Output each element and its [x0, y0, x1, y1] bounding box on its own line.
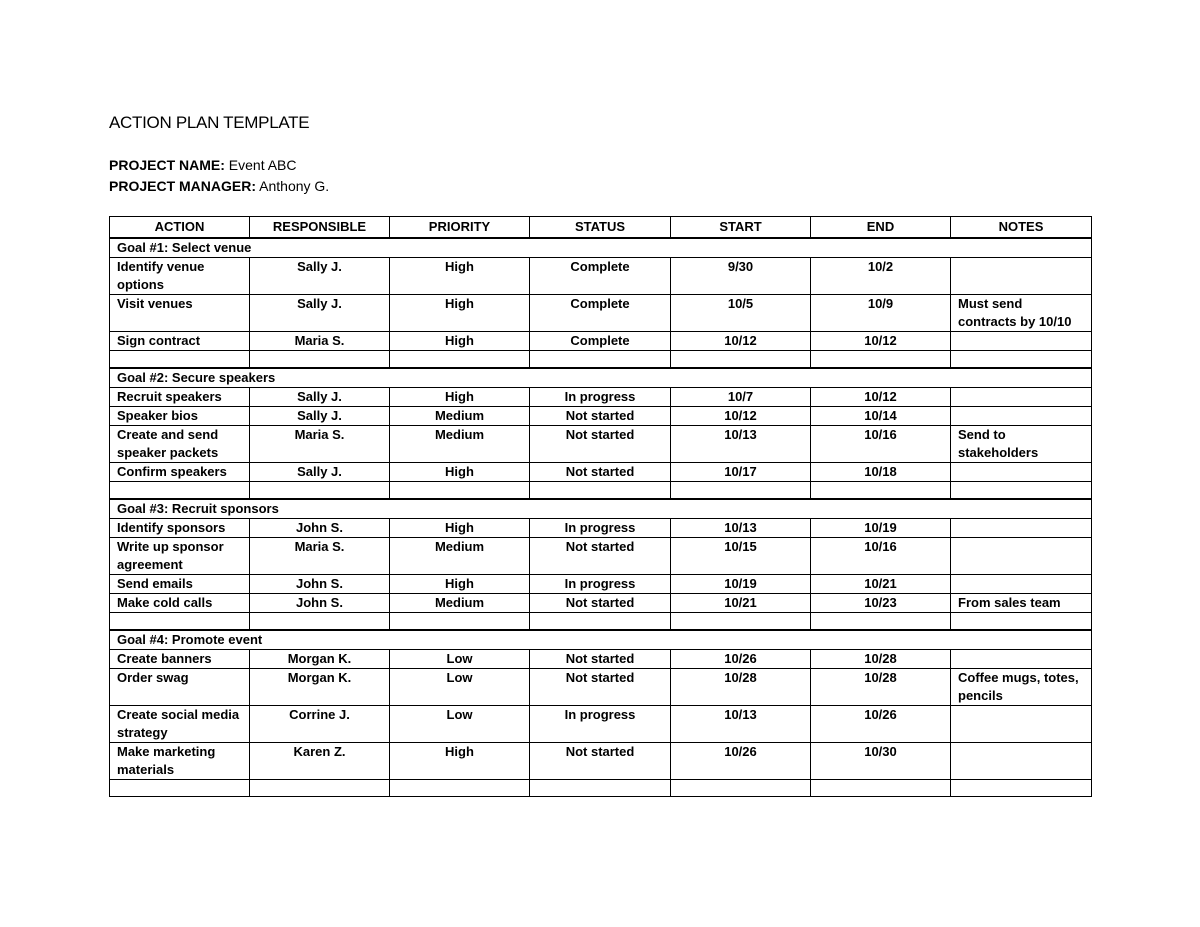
blank-cell	[951, 780, 1092, 797]
cell-notes	[951, 388, 1092, 407]
blank-cell	[390, 780, 530, 797]
cell-end: 10/28	[811, 669, 951, 706]
cell-start: 10/28	[671, 669, 811, 706]
cell-responsible: Sally J.	[250, 295, 390, 332]
cell-start: 9/30	[671, 258, 811, 295]
table-row	[110, 426, 1092, 463]
cell-end: 10/21	[811, 575, 951, 594]
blank-cell	[530, 351, 671, 369]
cell-action: Create and send speaker packets	[110, 426, 250, 463]
cell-priority: Low	[390, 669, 530, 706]
project-name-line	[109, 157, 297, 173]
blank-cell	[390, 351, 530, 369]
cell-end: 10/12	[811, 332, 951, 351]
cell-responsible: Corrine J.	[250, 706, 390, 743]
blank-cell	[671, 482, 811, 500]
table-row	[110, 743, 1092, 780]
goal-label: Goal #1: Select venue	[110, 238, 1092, 258]
cell-notes	[951, 743, 1092, 780]
goal-row	[110, 238, 1092, 258]
goal-label: Goal #2: Secure speakers	[110, 368, 1092, 388]
cell-notes	[951, 258, 1092, 295]
cell-notes: Coffee mugs, totes, pencils	[951, 669, 1092, 706]
cell-priority: Medium	[390, 538, 530, 575]
cell-start: 10/12	[671, 332, 811, 351]
blank-row	[110, 780, 1092, 797]
blank-cell	[811, 780, 951, 797]
project-name-label: PROJECT NAME:	[109, 157, 225, 173]
header-notes: NOTES	[951, 217, 1092, 239]
goal-row	[110, 368, 1092, 388]
blank-cell	[951, 482, 1092, 500]
cell-action: Confirm speakers	[110, 463, 250, 482]
cell-responsible: John S.	[250, 575, 390, 594]
cell-status: Not started	[530, 463, 671, 482]
cell-end: 10/23	[811, 594, 951, 613]
header-start: START	[671, 217, 811, 239]
blank-cell	[390, 482, 530, 500]
cell-priority: Medium	[390, 426, 530, 463]
blank-cell	[671, 780, 811, 797]
cell-start: 10/19	[671, 575, 811, 594]
cell-status: Not started	[530, 426, 671, 463]
cell-priority: High	[390, 463, 530, 482]
cell-status: Not started	[530, 538, 671, 575]
table-row	[110, 669, 1092, 706]
table-row	[110, 575, 1092, 594]
goal-label: Goal #3: Recruit sponsors	[110, 499, 1092, 519]
cell-responsible: John S.	[250, 594, 390, 613]
blank-row	[110, 482, 1092, 500]
cell-priority: Medium	[390, 407, 530, 426]
cell-priority: Low	[390, 706, 530, 743]
project-manager-line	[109, 178, 329, 194]
cell-notes: Send to stakeholders	[951, 426, 1092, 463]
cell-start: 10/13	[671, 426, 811, 463]
cell-end: 10/26	[811, 706, 951, 743]
cell-status: Not started	[530, 743, 671, 780]
cell-notes	[951, 463, 1092, 482]
cell-start: 10/12	[671, 407, 811, 426]
table-row	[110, 332, 1092, 351]
blank-cell	[110, 780, 250, 797]
cell-priority: Low	[390, 650, 530, 669]
cell-status: Complete	[530, 332, 671, 351]
cell-notes	[951, 650, 1092, 669]
cell-status: In progress	[530, 706, 671, 743]
table-row	[110, 295, 1092, 332]
cell-end: 10/28	[811, 650, 951, 669]
project-manager-value: Anthony G.	[259, 178, 330, 194]
blank-cell	[530, 482, 671, 500]
cell-priority: High	[390, 388, 530, 407]
cell-status: Not started	[530, 594, 671, 613]
cell-responsible: Maria S.	[250, 538, 390, 575]
cell-action: Make marketing materials	[110, 743, 250, 780]
table-row	[110, 706, 1092, 743]
table-row	[110, 463, 1092, 482]
table-row	[110, 388, 1092, 407]
cell-end: 10/16	[811, 538, 951, 575]
blank-cell	[110, 613, 250, 631]
cell-start: 10/26	[671, 650, 811, 669]
header-end: END	[811, 217, 951, 239]
cell-action: Create social media strategy	[110, 706, 250, 743]
table-row	[110, 538, 1092, 575]
cell-end: 10/19	[811, 519, 951, 538]
header-action: ACTION	[110, 217, 250, 239]
cell-action: Create banners	[110, 650, 250, 669]
cell-responsible: Maria S.	[250, 332, 390, 351]
cell-notes: From sales team	[951, 594, 1092, 613]
blank-cell	[110, 351, 250, 369]
cell-responsible: Morgan K.	[250, 669, 390, 706]
cell-status: Not started	[530, 407, 671, 426]
cell-priority: High	[390, 743, 530, 780]
cell-end: 10/14	[811, 407, 951, 426]
blank-cell	[951, 613, 1092, 631]
blank-cell	[250, 482, 390, 500]
cell-notes	[951, 519, 1092, 538]
cell-status: Complete	[530, 295, 671, 332]
cell-notes	[951, 706, 1092, 743]
cell-action: Recruit speakers	[110, 388, 250, 407]
blank-cell	[671, 613, 811, 631]
blank-row	[110, 613, 1092, 631]
goal-label: Goal #4: Promote event	[110, 630, 1092, 650]
cell-notes	[951, 575, 1092, 594]
cell-action: Identify sponsors	[110, 519, 250, 538]
cell-status: Complete	[530, 258, 671, 295]
header-responsible: RESPONSIBLE	[250, 217, 390, 239]
blank-cell	[951, 351, 1092, 369]
blank-cell	[530, 780, 671, 797]
header-row	[110, 217, 1092, 239]
cell-action: Order swag	[110, 669, 250, 706]
header-status: STATUS	[530, 217, 671, 239]
blank-row	[110, 351, 1092, 369]
table-row	[110, 258, 1092, 295]
cell-action: Make cold calls	[110, 594, 250, 613]
cell-notes: Must send contracts by 10/10	[951, 295, 1092, 332]
blank-cell	[811, 482, 951, 500]
cell-responsible: Morgan K.	[250, 650, 390, 669]
cell-action: Speaker bios	[110, 407, 250, 426]
table-row	[110, 519, 1092, 538]
cell-responsible: Karen Z.	[250, 743, 390, 780]
cell-action: Send emails	[110, 575, 250, 594]
blank-cell	[811, 351, 951, 369]
cell-responsible: Sally J.	[250, 388, 390, 407]
cell-start: 10/5	[671, 295, 811, 332]
cell-end: 10/18	[811, 463, 951, 482]
cell-end: 10/16	[811, 426, 951, 463]
goal-row	[110, 499, 1092, 519]
cell-status: In progress	[530, 575, 671, 594]
cell-start: 10/7	[671, 388, 811, 407]
blank-cell	[250, 351, 390, 369]
goal-row	[110, 630, 1092, 650]
cell-end: 10/30	[811, 743, 951, 780]
cell-action: Sign contract	[110, 332, 250, 351]
cell-status: Not started	[530, 669, 671, 706]
project-manager-label: PROJECT MANAGER:	[109, 178, 257, 194]
project-name-value: Event ABC	[228, 157, 297, 173]
cell-status: In progress	[530, 388, 671, 407]
blank-cell	[530, 613, 671, 631]
blank-cell	[110, 482, 250, 500]
cell-start: 10/26	[671, 743, 811, 780]
cell-priority: High	[390, 519, 530, 538]
cell-end: 10/2	[811, 258, 951, 295]
table-row	[110, 650, 1092, 669]
cell-priority: High	[390, 258, 530, 295]
cell-notes	[951, 332, 1092, 351]
cell-status: In progress	[530, 519, 671, 538]
cell-responsible: Sally J.	[250, 463, 390, 482]
cell-responsible: John S.	[250, 519, 390, 538]
cell-action: Write up sponsor agreement	[110, 538, 250, 575]
cell-end: 10/12	[811, 388, 951, 407]
cell-start: 10/13	[671, 519, 811, 538]
cell-notes	[951, 538, 1092, 575]
cell-status: Not started	[530, 650, 671, 669]
document-title: ACTION PLAN TEMPLATE	[109, 113, 310, 132]
cell-priority: High	[390, 332, 530, 351]
blank-cell	[671, 351, 811, 369]
cell-end: 10/9	[811, 295, 951, 332]
cell-responsible: Sally J.	[250, 407, 390, 426]
action-plan-table	[109, 216, 1092, 797]
cell-start: 10/17	[671, 463, 811, 482]
cell-action: Identify venue options	[110, 258, 250, 295]
blank-cell	[811, 613, 951, 631]
cell-action: Visit venues	[110, 295, 250, 332]
cell-priority: High	[390, 575, 530, 594]
table-row	[110, 407, 1092, 426]
cell-priority: Medium	[390, 594, 530, 613]
cell-responsible: Sally J.	[250, 258, 390, 295]
cell-priority: High	[390, 295, 530, 332]
cell-start: 10/13	[671, 706, 811, 743]
table-row	[110, 594, 1092, 613]
cell-start: 10/21	[671, 594, 811, 613]
cell-responsible: Maria S.	[250, 426, 390, 463]
blank-cell	[250, 613, 390, 631]
blank-cell	[390, 613, 530, 631]
cell-start: 10/15	[671, 538, 811, 575]
blank-cell	[250, 780, 390, 797]
header-priority: PRIORITY	[390, 217, 530, 239]
cell-notes	[951, 407, 1092, 426]
